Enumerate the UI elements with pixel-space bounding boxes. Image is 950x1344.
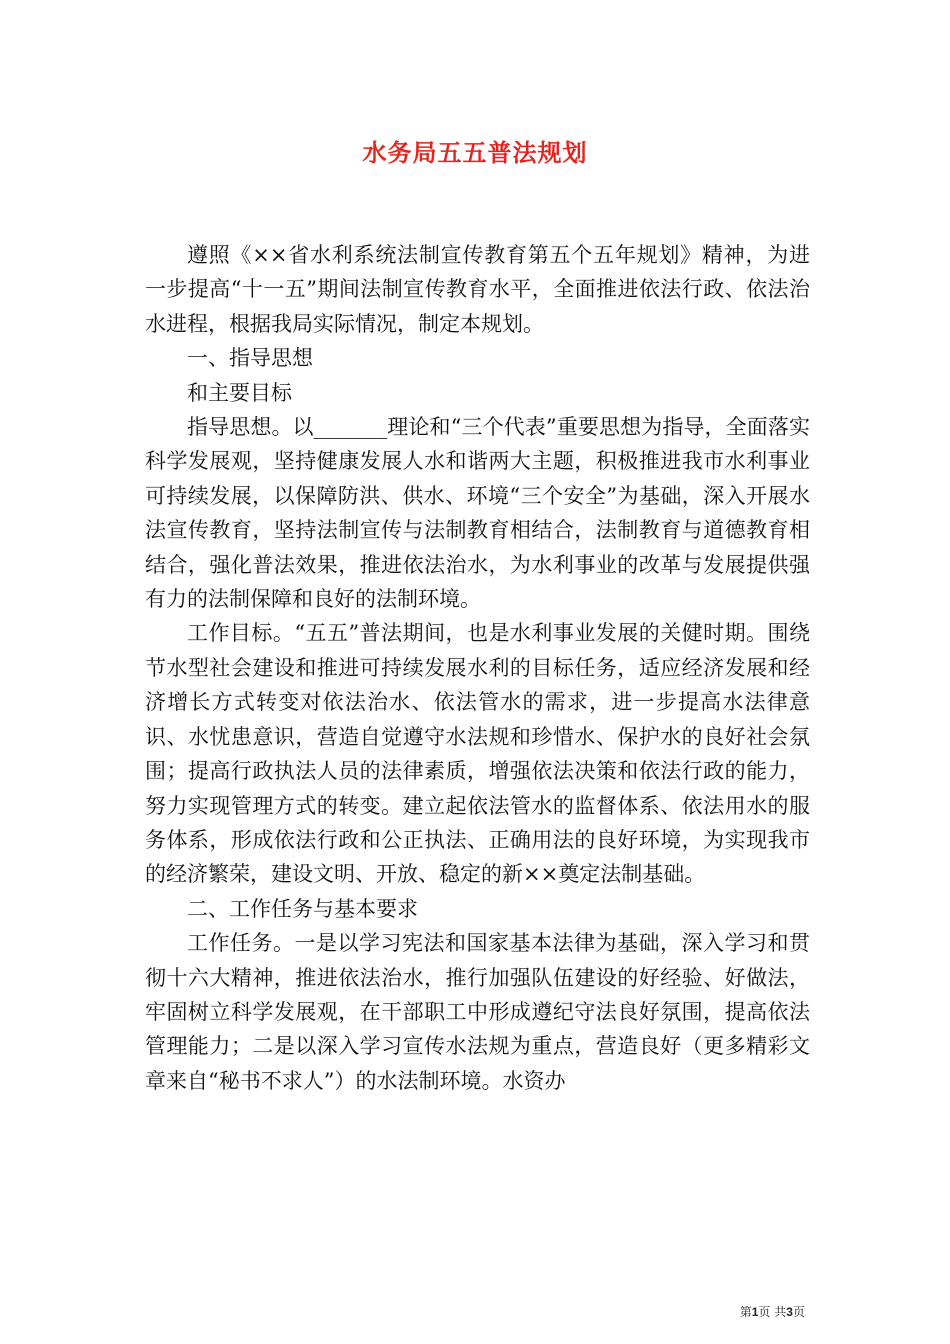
paragraph-work-goals: 工作目标。“五五”普法期间，也是水利事业发展的关健时期。围绕节水型社会建设和推进可持续发展水利的目标任务，适应经济发展和经济增长方式转变对依法治水、依法管水的需求，进一步提高水法律意识、水忧患意识，营造自觉遵守水法规和珍惜水、保护水的良好社会氛围；提高行政执法人员的法律素质，增强依法决策和依法行政的能力，努力实现管理方式的转变。建立起依法管水的监督体系、依法用水的服务体系，形成依法行政和公正执法、正确用法的良好环境，为实现我市的经济繁荣，建设文明、开放、稳定的新××奠定法制基础。: [145, 621, 810, 887]
footer-current-page: 1: [751, 1305, 759, 1319]
section-heading-tasks: 二、工作任务与基本要求: [187, 896, 418, 921]
footer-prefix: 第: [739, 1305, 752, 1319]
section-heading-guiding-thought: 一、指导思想: [187, 346, 313, 371]
section-heading-main-goals: 和主要目标: [187, 380, 292, 405]
paragraph-intro: 遵照《××省水利系统法制宣传教育第五个五年规划》精神，为进一步提高“十一五”期间法制宣传教育水平，全面推进依法行政、依法治水进程，根据我局实际情况，制定本规划。: [145, 243, 810, 336]
paragraph-work-tasks: 工作任务。一是以学习宪法和国家基本法律为基础，深入学习和贯彻十六大精神，推进依法治水，推行加强队伍建设的好经验、好做法，牢固树立科学发展观，在干部职工中形成遵纪守法良好氛围，提高依法管理能力；二是以深入学习宣传水法规为重点，营造良好（更多精彩文章来自“秘书不求人”）的水法制环境。水资办: [145, 931, 810, 1093]
document-body: [145, 238, 810, 1098]
document-title: 水务局五五普法规划: [362, 138, 588, 167]
page-number-footer: [740, 1303, 805, 1320]
footer-suffix: 页: [792, 1305, 805, 1319]
paragraph-guiding-thought: 指导思想。以_______理论和“三个代表”重要思想为指导，全面落实科学发展观，坚持健康发展人水和谐两大主题，积极推进我市水利事业可持续发展，以保障防洪、供水、环境“三个安全”为基础，深入开展水法宣传教育，坚持法制宣传与法制教育相结合，法制教育与道德教育相结合，强化普法效果，推进依法治水，为水利事业的改革与发展提供强有力的法制保障和良好的法制环境。: [145, 415, 810, 612]
footer-middle: 页 共: [758, 1305, 787, 1319]
footer-total-pages: 3: [786, 1305, 793, 1319]
